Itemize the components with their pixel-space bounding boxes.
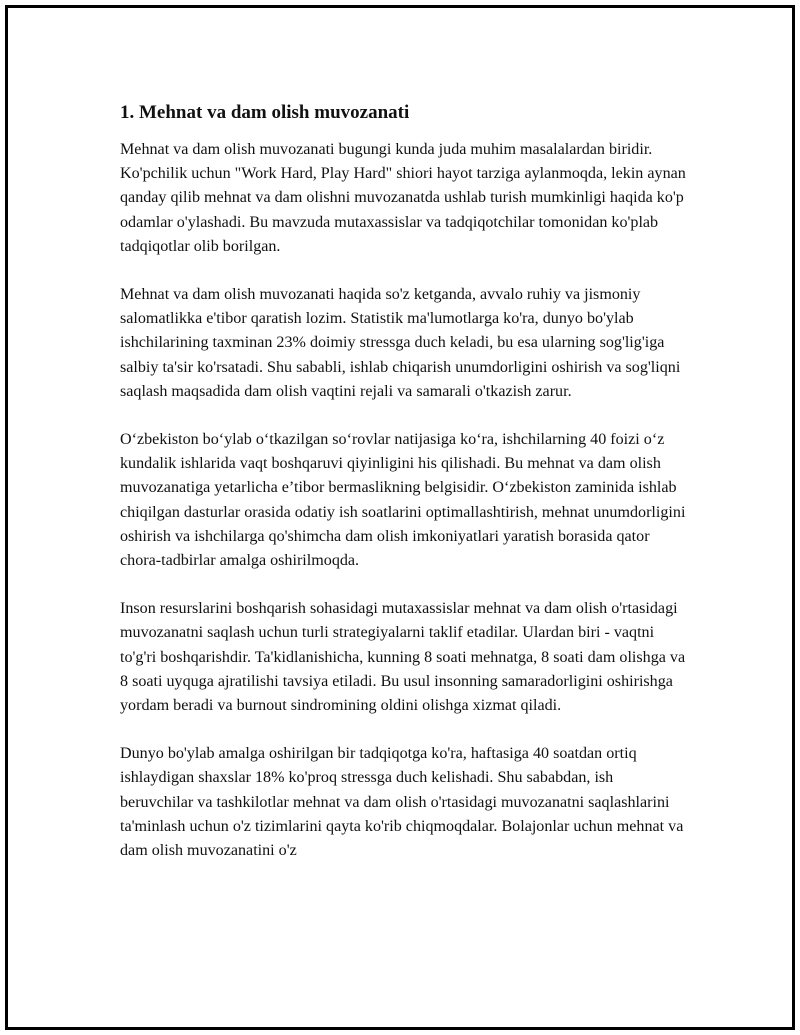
page-border bbox=[5, 5, 795, 1030]
paragraph-3: O‘zbekiston bo‘ylab o‘tkazilgan so‘rovlar natijasiga ko‘ra, ishchilarning 40 foizi o‘z kundalik ishlarida vaqt boshqaruvi qiyinligini his qilishadi. Bu mehnat va dam olish muvozanatiga yetarlicha e’tibor bermaslikning belgisidir. O‘zbekiston zaminida ishlab chiqilgan dasturlar orasida odatiy ish soatlarini optimallashtirish, mehnat unumdorligini oshirish va ishchilarga qo'shimcha dam olish imkoniyatlari yaratish borasida qator chora-tadbirlar amalga oshirilmoqda. bbox=[120, 431, 686, 570]
paragraph-4: Inson resurslarini boshqarish sohasidagi mutaxassislar mehnat va dam olish o'rtasidagi muvozanatni saqlash uchun turli strategiyalarni taklif etadilar. Ulardan biri - vaqtni to'g'ri boshqarishdir. Ta'kidlanishicha, kunning 8 soati mehnatga, 8 soati dam olishga va 8 soati uyquga ajratilishi tavsiya etiladi. Bu usul insonning samaradorligini oshirishga yordam beradi va burnout sindromining oldini olishga xizmat qiladi. bbox=[120, 600, 686, 715]
document-body bbox=[120, 101, 690, 887]
section-title: 1. Mehnat va dam olish muvozanati bbox=[120, 102, 410, 123]
paragraph-5: Dunyo bo'ylab amalga oshirilgan bir tadqiqotga ko'ra, haftasiga 40 soatdan ortiq ishlaydigan shaxslar 18% ko'proq stressga duch kelishadi. Shu sababdan, ish beruvchilar va tashkilotlar mehnat va dam olish o'rtasidagi muvozanatni saqlashlarini ta'minlash uchun o'z tizimlarini qayta ko'rib chiqmoqdalar. Bolajonlar uchun mehnat va dam olish muvozanatini o'z bbox=[120, 745, 684, 860]
paragraph-2: Mehnat va dam olish muvozanati haqida so'z ketganda, avvalo ruhiy va jismoniy salomatlikka e'tibor qaratish lozim. Statistik ma'lumotlarga ko'ra, dunyo bo'ylab ishchilarining taxminan 23% doimiy stressga duch keladi, bu esa ularning sog'lig'iga salbiy ta'sir ko'rsatadi. Shu sababli, ishlab chiqarish unumdorligini oshirish va sog'liqni saqlash maqsadida dam olish vaqtini rejali va samarali o'tkazish zarur. bbox=[120, 286, 681, 400]
paragraph-1: Mehnat va dam olish muvozanati bugungi kunda juda muhim masalalardan biridir. Ko'pchilik uchun "Work Hard, Play Hard" shiori hayot tarziga aylanmoqda, lekin aynan qanday qilib mehnat va dam olishni muvozanatda ushlab turish mumkinligi haqida ko'p odamlar o'ylashadi. Bu mavzuda mutaxassislar va tadqiqotchilar tomonidan ko'plab tadqiqotlar olib borilgan. bbox=[120, 141, 686, 255]
